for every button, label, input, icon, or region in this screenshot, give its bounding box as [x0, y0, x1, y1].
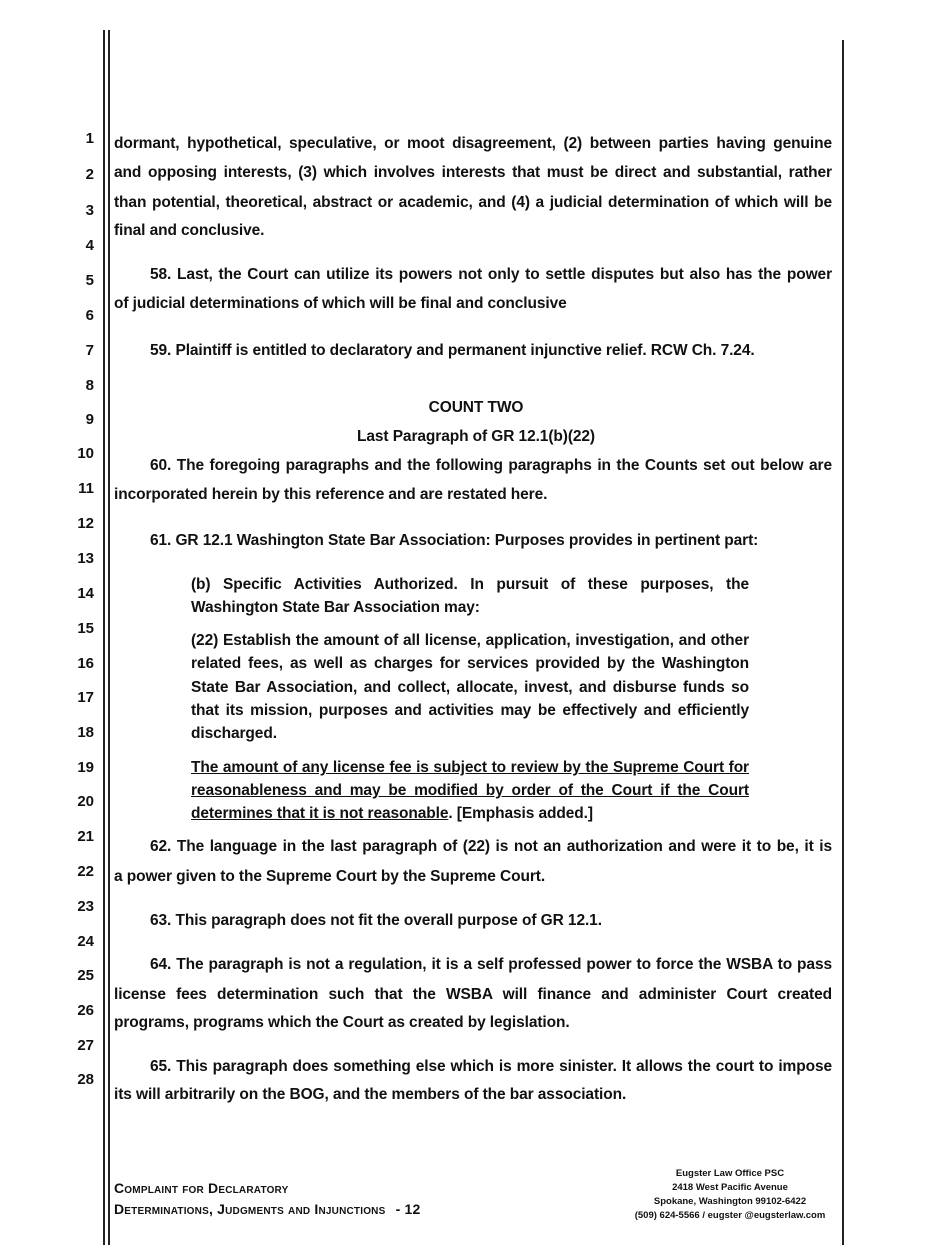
line-number: 25	[77, 967, 94, 984]
quote-emphasis-note: . [Emphasis added.]	[448, 805, 593, 822]
paragraph-65-line: its will arbitrarily on the BOG, and the members of the bar association.	[114, 1086, 627, 1103]
quote-line: State Bar Association, and collect, allocate, invest, and disburse funds so	[191, 679, 749, 696]
line-number: 6	[85, 307, 94, 324]
line-number: 1	[85, 130, 94, 147]
paragraph-64-line: programs, programs which the Court as created by legislation.	[114, 1014, 570, 1031]
quote-line: Washington State Bar Association may:	[191, 599, 480, 616]
line-number: 27	[77, 1037, 94, 1054]
line-number: 11	[78, 480, 94, 497]
quote-emphasis-line	[191, 804, 593, 823]
line-number: 19	[77, 759, 94, 776]
quote-line: discharged.	[191, 725, 277, 742]
line-number: 9	[85, 411, 94, 428]
line-number: 26	[77, 1002, 94, 1019]
line-number: 24	[77, 933, 94, 950]
paragraph-62-line: a power given to the Supreme Court by the Supreme Court.	[114, 868, 546, 885]
footer-page-separator: -	[395, 1201, 401, 1217]
line-number: 16	[77, 655, 94, 672]
paragraph-63: 63. This paragraph does not fit the overall purpose of GR 12.1.	[150, 912, 602, 929]
line-number: 15	[77, 620, 94, 637]
left-margin-rule-outer	[103, 30, 105, 1245]
paragraph-60-line: incorporated herein by this reference and are restated here.	[114, 486, 548, 503]
quote-line: related fees, as well as charges for services provided by the Washington	[191, 655, 749, 672]
footer-firm-name: Eugster Law Office PSC	[675, 1168, 785, 1179]
footer-contact: (509) 624-5566 / eugster @eugsterlaw.com	[634, 1210, 826, 1221]
footer-street: 2418 West Pacific Avenue	[672, 1182, 788, 1193]
body-line: than potential, theoretical, abstract or academic, and (4) a judicial determination of which will be	[114, 194, 832, 211]
paragraph-61: 61. GR 12.1 Washington State Bar Association: Purposes provides in pertinent part:	[150, 532, 759, 549]
line-number: 12	[77, 515, 94, 532]
line-number: 10	[77, 445, 94, 462]
footer-title-line: Complaint for Declaratory	[114, 1180, 289, 1196]
line-number: 28	[77, 1071, 94, 1088]
line-number: 14	[77, 585, 94, 602]
line-number: 20	[77, 793, 94, 810]
quote-line: (b) Specific Activities Authorized. In pursuit of these purposes, the	[191, 576, 749, 593]
paragraph-58-line: 58. Last, the Court can utilize its powers not only to settle disputes but also has the power	[150, 266, 832, 283]
footer-city: Spokane, Washington 99102-6422	[653, 1196, 807, 1207]
body-line: final and conclusive.	[114, 222, 265, 239]
footer-title-text: Determinations, Judgments and Injunctions	[114, 1201, 386, 1217]
paragraph-60-line: 60. The foregoing paragraphs and the following paragraphs in the Counts set out below are	[150, 457, 832, 474]
line-number: 17	[77, 689, 94, 706]
count-heading: COUNT TWO	[428, 399, 524, 416]
count-subheading: Last Paragraph of GR 12.1(b)(22)	[357, 428, 595, 445]
paragraph-62-line: 62. The language in the last paragraph of (22) is not an authorization and were it to be, it is	[150, 838, 832, 855]
line-number: 4	[85, 237, 94, 254]
body-line: and opposing interests, (3) which involves interests that must be direct and substantial, rather	[114, 164, 832, 181]
right-margin-rule	[842, 40, 844, 1245]
paragraph-59: 59. Plaintiff is entitled to declaratory and permanent injunctive relief. RCW Ch. 7.24.	[150, 342, 755, 359]
line-number: 3	[85, 202, 94, 219]
left-margin-rule-inner	[108, 30, 110, 1245]
quote-emphasis-underlined: determines that it is not reasonable	[191, 805, 449, 822]
line-number: 22	[77, 863, 94, 880]
line-number: 7	[85, 342, 94, 359]
quote-line: (22) Establish the amount of all license, application, investigation, and other	[191, 632, 749, 649]
paragraph-64-line: license fees determination such that the WSBA will finance and administer Court created	[114, 986, 832, 1003]
paragraph-58-line: of judicial determinations of which will be final and conclusive	[114, 295, 567, 312]
quote-emphasis-line: reasonableness and may be modified by order of the Court if the Court	[191, 782, 749, 799]
line-number: 5	[85, 272, 94, 289]
line-number: 2	[85, 166, 94, 183]
line-number: 8	[85, 377, 94, 394]
quote-emphasis-line: The amount of any license fee is subject to review by the Supreme Court for	[191, 759, 749, 776]
body-line: dormant, hypothetical, speculative, or moot disagreement, (2) between parties having genuine	[114, 135, 832, 152]
line-number: 13	[77, 550, 94, 567]
footer-title-line	[114, 1200, 421, 1218]
paragraph-64-line: 64. The paragraph is not a regulation, it is a self professed power to force the WSBA to pass	[150, 956, 832, 973]
page-number: 12	[404, 1201, 421, 1217]
line-number: 18	[77, 724, 94, 741]
quote-line: that its mission, purposes and activities may be effectively and efficiently	[191, 702, 749, 719]
line-number: 21	[77, 828, 94, 845]
paragraph-65-line: 65. This paragraph does something else which is more sinister. It allows the court to impose	[150, 1058, 832, 1075]
line-number: 23	[77, 898, 94, 915]
